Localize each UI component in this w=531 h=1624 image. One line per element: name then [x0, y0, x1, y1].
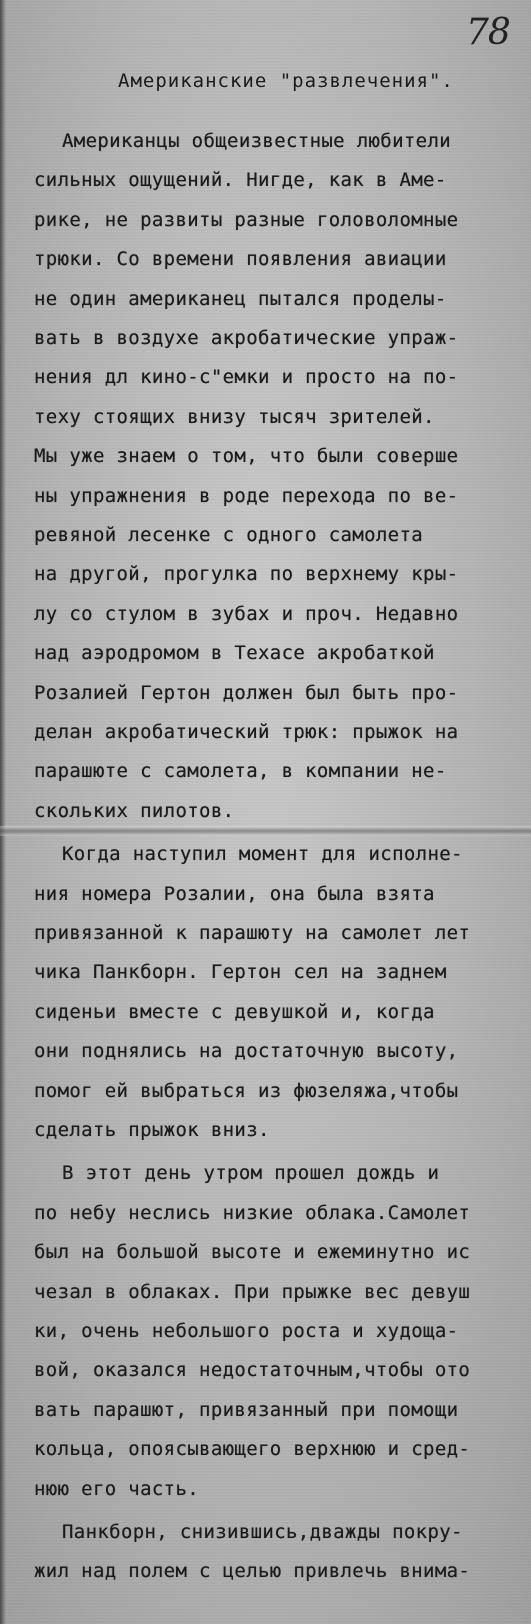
- text-line: привязанной к парашюту на самолет лет: [34, 922, 471, 944]
- text-line: вать в воздухе акробатические упраж-: [34, 327, 459, 349]
- text-line: нюю его часть.: [34, 1478, 200, 1500]
- text-line: ны упражнения в роде перехода по ве-: [34, 485, 459, 507]
- text-line: Мы уже знаем о том, что были соверше: [34, 445, 459, 467]
- text-line: вать парашют, привязанный при помощи: [34, 1399, 459, 1421]
- text-line: парашюте с самолета, в компании не-: [34, 760, 447, 782]
- text-line: ния номера Розалии, она была взята: [34, 883, 435, 905]
- text-line: сильных ощущений. Нигде, как в Аме-: [34, 169, 447, 191]
- text-line: помог ей выбраться из фюзеляжа,чтобы: [34, 1080, 459, 1102]
- text-line: рике, не развиты разные головоломные: [34, 209, 459, 231]
- text-line: трюки. Со времени появления авиации: [34, 248, 447, 270]
- text-line: сиденьи вместе с девушкой и, когда: [34, 1001, 435, 1023]
- text-line: чика Панкборн. Гертон сел на заднем: [34, 961, 447, 983]
- text-line: делан акробатический трюк: прыжок на: [34, 721, 459, 743]
- text-line: ки, очень небольшого роста и худоща-: [34, 1320, 459, 1342]
- text-line: Когда наступил момент для исполне-: [62, 843, 463, 865]
- text-line: был на большой высоте и ежеминутно ис: [34, 1241, 471, 1263]
- text-line: не один американец пытался проделы-: [34, 288, 447, 310]
- text-line: теху стоящих внизу тысяч зрителей.: [34, 406, 435, 428]
- text-line: нения дл кино-с"емки и просто на по-: [34, 366, 459, 388]
- text-line: В этот день утром прошел дождь и: [62, 1162, 440, 1184]
- text-line: по небу неслись низкие облака.Самолет: [34, 1202, 471, 1224]
- text-line: на другой, прогулка по верхнему кры-: [34, 563, 459, 585]
- scan-edge-shadow: [0, 0, 6, 1624]
- text-line: ревяной лесенке с одного самолета: [34, 524, 424, 546]
- text-line: кольца, опоясывающего верхнюю и сред-: [34, 1438, 471, 1460]
- text-line: Панкборн, снизившись,дважды покру-: [62, 1521, 463, 1543]
- text-line: лу со стулом в зубах и проч. Недавно: [34, 603, 459, 625]
- text-line: они поднялись на достаточную высоту,: [34, 1040, 459, 1062]
- text-line: скольких пилотов.: [34, 800, 235, 822]
- paper-fold-crease: [0, 826, 531, 836]
- text-line: сделать прыжок вниз.: [34, 1119, 270, 1141]
- text-line: вой, оказался недостаточным,чтобы ото: [34, 1359, 471, 1381]
- text-line: над аэродромом в Техасе акробаткой: [34, 642, 435, 664]
- text-line: Розалией Гертон должен был быть про-: [34, 682, 459, 704]
- text-line: жил над полем с целью привлечь внима-: [34, 1560, 471, 1582]
- text-line: чезал в облаках. При прыжке вес девуш: [34, 1281, 471, 1303]
- handwritten-page-number: 78: [466, 12, 510, 53]
- article-title: Американские "развлечения".: [118, 70, 454, 92]
- text-line: Американцы общеизвестные любители: [62, 130, 452, 152]
